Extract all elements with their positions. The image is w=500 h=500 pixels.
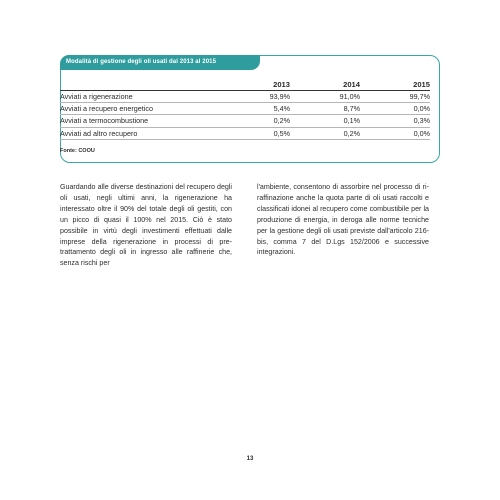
table-row [60,115,430,127]
header-label [60,80,220,91]
cell-value: 91,0% [290,91,360,103]
cell-value: 0,1% [290,115,360,127]
cell-value: 0,0% [360,127,430,139]
row-label: Avviati a recupero energetico [60,103,220,115]
cell-value: 0,2% [220,115,290,127]
cell-value: 99,7% [360,91,430,103]
table-header-row [60,80,430,91]
header-2014: 2014 [290,80,360,91]
table-source: Fonte: COOU [60,148,95,154]
cell-value: 0,5% [220,127,290,139]
cell-value: 0,2% [290,127,360,139]
body-text-left-column: Guardando alle diverse destinazioni del recupero degli oli usati, negli ultimi anni, la rigenerazione ha interessato oltre il 90% del totale degli oli gestiti, con un picco di quasi il 100% nel 2015. Ciò è stato possibile in virtù degli investimenti effettuati dalle imprese della rigenerazione in processi di pre-trattamento degli oli in ingresso alle raffinerie che, senza rischi per [60,183,232,268]
cell-value: 93,9% [220,91,290,103]
table-row [60,103,430,115]
cell-value: 0,3% [360,115,430,127]
header-2013: 2013 [220,80,290,91]
data-table [60,80,430,140]
cell-value: 5,4% [220,103,290,115]
cell-value: 8,7% [290,103,360,115]
page-number: 13 [246,456,254,462]
row-label: Avviati a rigenerazione [60,91,220,103]
cell-value: 0,0% [360,103,430,115]
header-2015: 2015 [360,80,430,91]
table-title: Modalità di gestione degli oli usati dal 2013 al 2015 [60,55,260,70]
body-text-right-column: l'ambiente, consentono di assorbire nel processo di ri-raffinazione anche la quota parte di oli usati raccolti e classificati idonei al recupero come combustibile per la produzione di energia, in deroga alle norme tecniche per la gestione degli oli usati previste dall'articolo 216-bis, comma 7 del D.Lgs 152/2006 e successive integrazioni. [257,183,429,257]
row-label: Avviati ad altro recupero [60,127,220,139]
table-row [60,91,430,103]
row-label: Avviati a termocombustione [60,115,220,127]
table-row [60,127,430,139]
